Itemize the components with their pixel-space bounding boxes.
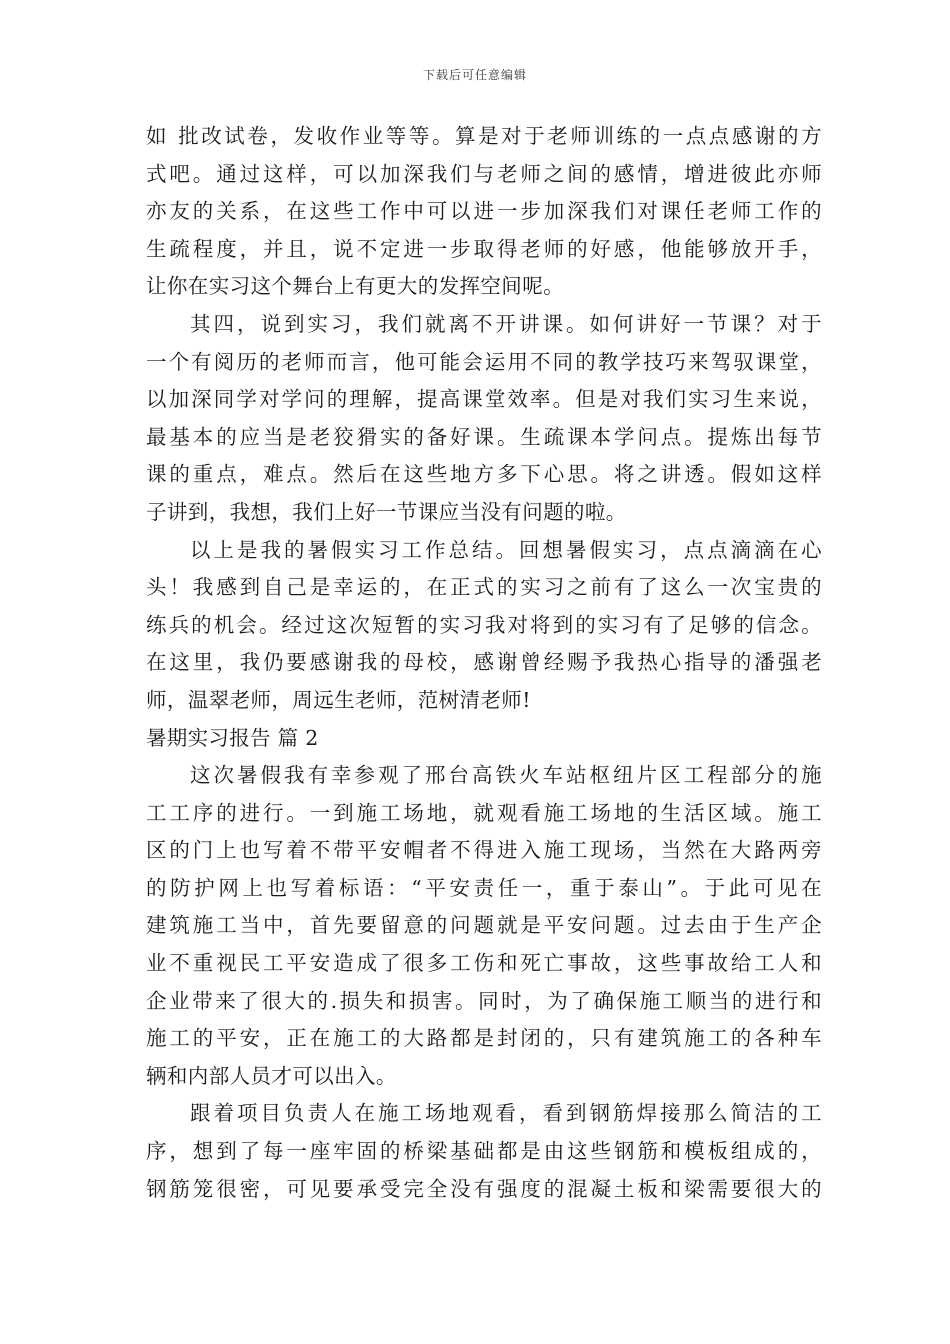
section-heading: 暑期实习报告 篇 2 (146, 725, 319, 750)
text-line: 建筑施工当中，首先要留意的问题就是平安问题。过去由于生产企 (146, 913, 822, 938)
text-line: 施工的平安，正在施工的大路都是封闭的，只有建筑施工的各种车 (146, 1026, 822, 1051)
text-line: 跟着项目负责人在施工场地观看，看到钢筋焊接那么简洁的工 (190, 1101, 822, 1126)
text-line: 最基本的应当是老狡猾实的备好课。生疏课本学问点。提炼出每节 (146, 424, 822, 449)
text-line: 头！我感到自己是幸运的，在正式的实习之前有了这么一次宝贵的 (146, 575, 822, 600)
text-line: 式吧。通过这样，可以加深我们与老师之间的感情，增进彼此亦师 (146, 161, 822, 186)
text-line: 的防护网上也写着标语：“平安责任一，重于泰山”。于此可见在 (146, 875, 822, 900)
text-line: 师，温翠老师，周远生老师，范树清老师! (146, 687, 531, 712)
text-line: 子讲到，我想，我们上好一节课应当没有问题的啦。 (146, 499, 627, 524)
text-line: 业不重视民工平安造成了很多工伤和死亡事故，这些事故给工人和 (146, 951, 822, 976)
text-line: 如 批改试卷，发收作业等等。算是对于老师训练的一点点感谢的方 (146, 124, 822, 148)
text-line: 序，想到了每一座牢固的桥梁基础都是由这些钢筋和模板组成的， (146, 1139, 822, 1164)
text-line: 练兵的机会。经过这次短暂的实习我对将到的实习有了足够的信念。 (146, 612, 822, 637)
text-line: 亦友的关系，在这些工作中可以进一步加深我们对课任老师工作的 (146, 199, 822, 224)
text-line: 钢筋笼很密，可见要承受完全没有强度的混凝土板和梁需要很大的 (146, 1176, 822, 1201)
page-header: 下载后可任意编辑 (422, 68, 527, 82)
text-line: 课的重点，难点。然后在这些地方多下心思。将之讲透。假如这样 (146, 462, 822, 487)
text-line: 让你在实习这个舞台上有更大的发挥空间呢。 (146, 274, 564, 299)
text-line: 企业带来了很大的.损失和损害。同时，为了确保施工顺当的进行和 (146, 988, 822, 1013)
document-body (146, 118, 822, 1208)
text-line: 辆和内部人员才可以出入。 (146, 1063, 397, 1088)
text-line: 区的门上也写着不带平安帽者不得进入施工现场，当然在大路两旁 (146, 838, 822, 863)
text-line: 在这里，我仍要感谢我的母校，感谢曾经赐予我热心指导的潘强老 (146, 650, 822, 675)
text-line: 一个有阅历的老师而言，他可能会运用不同的教学技巧来驾驭课堂， (146, 349, 822, 374)
text-line: 其四，说到实习，我们就离不开讲课。如何讲好一节课？对于 (190, 311, 822, 336)
text-line: 这次暑假我有幸参观了邢台高铁火车站枢纽片区工程部分的施 (190, 763, 822, 788)
text-line: 生疏程度，并且，说不定进一步取得老师的好感，他能够放开手， (146, 236, 822, 261)
text-line: 以加深同学对学问的理解，提高课堂效率。但是对我们实习生来说， (146, 387, 822, 412)
text-line: 工工序的进行。一到施工场地，就观看施工场地的生活区域。施工 (146, 800, 822, 825)
text-line: 以上是我的暑假实习工作总结。回想暑假实习，点点滴滴在心 (190, 537, 822, 562)
